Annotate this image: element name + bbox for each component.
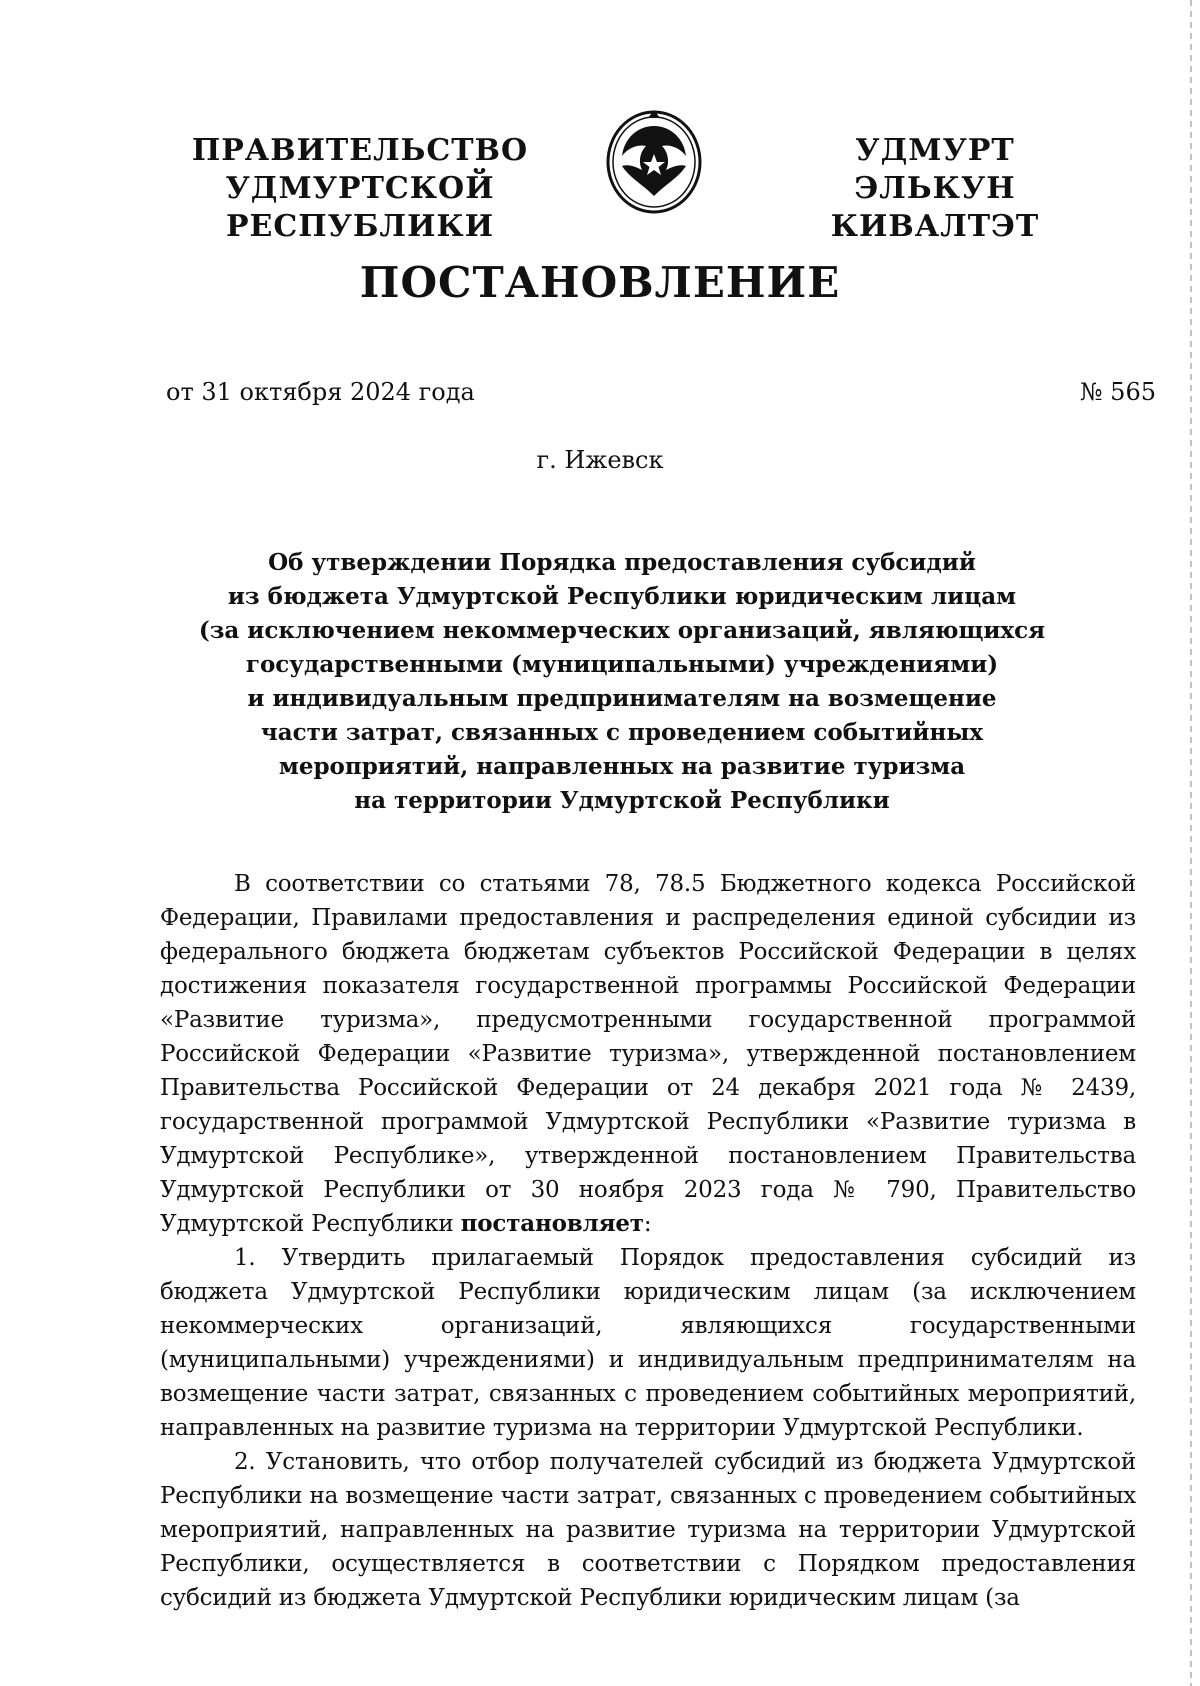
- resolves-keyword: постановляет: [460, 1210, 644, 1237]
- document-date: от 31 октября 2024 года: [166, 378, 475, 406]
- subject-line: (за исключением некоммерческих организаций, являющихся: [198, 617, 1046, 644]
- preamble-paragraph: [160, 867, 1136, 1241]
- org-name-russian: [140, 132, 580, 246]
- subject-line: части затрат, связанных с проведением событийных: [260, 719, 984, 746]
- document-city: г. Ижевск: [536, 446, 664, 474]
- org-name-udmurt-line-2: КИВАЛТЭТ: [830, 209, 1040, 244]
- org-name-russian-line-2: УДМУРТСКОЙ РЕСПУБЛИКИ: [225, 171, 495, 244]
- preamble-text: В соответствии со статьями 78, 78.5 Бюджетного кодекса Российской Федерации, Правилами предоставления и распределения единой субсидии из федерального бюджета бюджетам субъектов Российской Федерации в целях достижения показателя государственной программы Российской Федерации «Развитие туризма», предусмотренными государственной программой Российской Федерации «Развитие туризма», утвержденной постановлением Правительства Российской Федерации от 24 декабря 2021 года № 2439, государственной программой Удмуртской Республики «Развитие туризма в Удмуртской Республике», утвержденной постановлением Правительства Удмуртской Республики от 30 ноября 2023 года № 790, Правительство Удмуртской Республики: [160, 871, 1136, 1237]
- scan-edge-decoration: [1190, 0, 1192, 1686]
- resolves-punctuation: :: [643, 1211, 652, 1237]
- org-name-udmurt-line-1: УДМУРТ ЭЛЬКУН: [854, 133, 1016, 206]
- org-name-russian-line-1: ПРАВИТЕЛЬСТВО: [191, 133, 529, 168]
- subject-line: и индивидуальным предпринимателям на возмещение: [247, 685, 997, 712]
- document-body: [160, 867, 1136, 1615]
- document-subject: [170, 546, 1074, 818]
- subject-line: государственными (муниципальными) учреждениями): [245, 651, 999, 678]
- subject-line: на территории Удмуртской Республики: [354, 787, 890, 814]
- org-name-udmurt: [775, 132, 1095, 246]
- document-number: № 565: [1079, 378, 1156, 406]
- subject-line: мероприятий, направленных на развитие туризма: [278, 753, 966, 780]
- subject-line: Об утверждении Порядка предоставления субсидий: [268, 549, 976, 576]
- subject-line: из бюджета Удмуртской Республики юридическим лицам: [227, 583, 1017, 610]
- document-title: ПОСТАНОВЛЕНИЕ: [359, 258, 841, 307]
- item-1-paragraph: 1. Утвердить прилагаемый Порядок предоставления субсидий из бюджета Удмуртской Республики юридическим лицам (за исключением некоммерческих организаций, являющихся государственными (муниципальными) учреждениями) и индивидуальным предпринимателям на возмещение части затрат, связанных с проведением событийных мероприятий, направленных на развитие туризма на территории Удмуртской Республики.: [160, 1245, 1136, 1441]
- item-2-paragraph: 2. Установить, что отбор получателей субсидий из бюджета Удмуртской Республики на возмещение части затрат, связанных с проведением событийных мероприятий, направленных на развитие туризма на территории Удмуртской Республики, осуществляется в соответствии с Порядком предоставления субсидий из бюджета Удмуртской Республики юридическим лицам (за: [160, 1449, 1136, 1611]
- udmurt-coat-of-arms-icon: [598, 104, 710, 216]
